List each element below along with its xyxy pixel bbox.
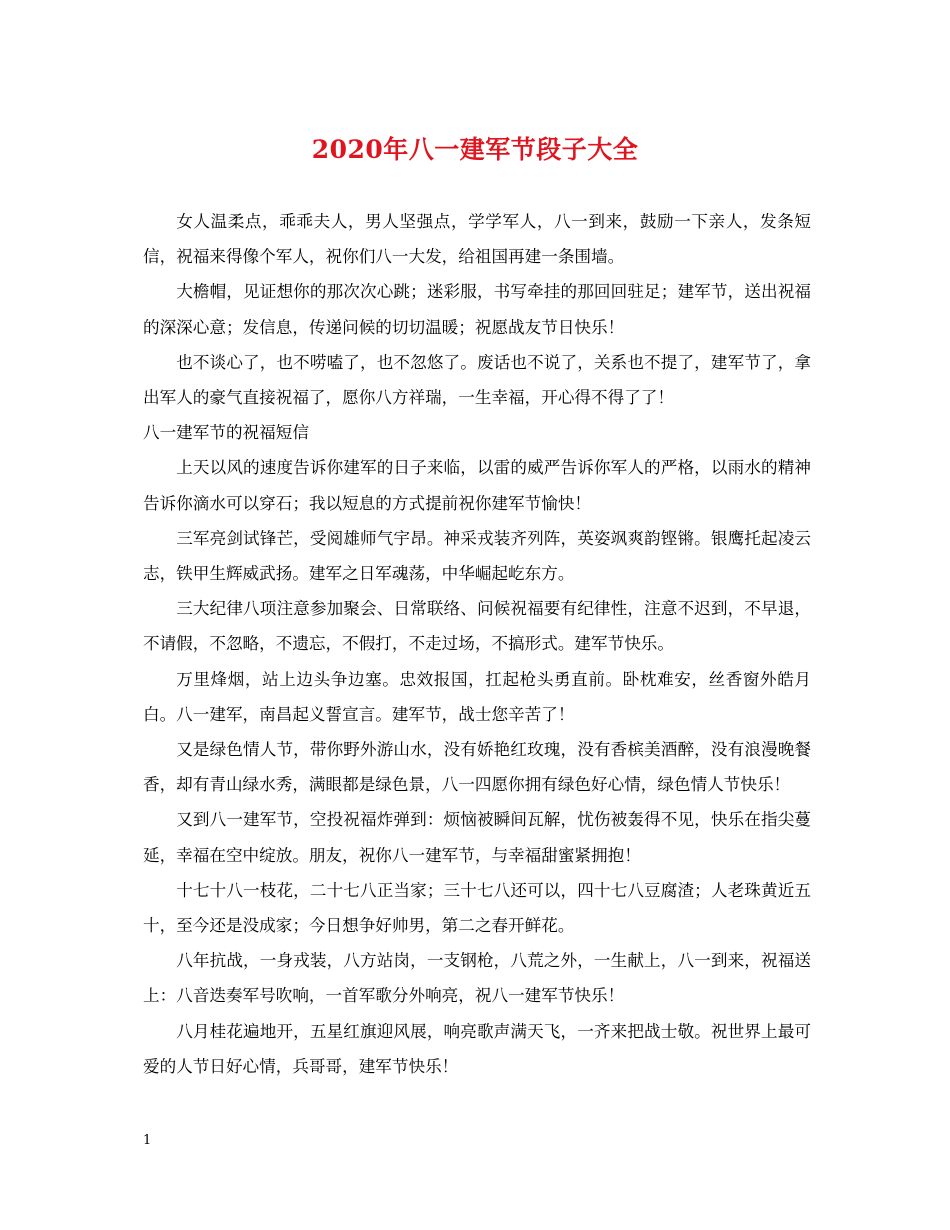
paragraph-6: 三大纪律八项注意参加聚会、日常联络、问候祝福要有纪律性，注意不迟到，不早退，不请假，不忽略，不遗忘，不假打，不走过场，不搞形式。建军节快乐。 xyxy=(143,599,811,654)
document-body xyxy=(143,204,811,1084)
paragraph-7: 万里烽烟，站上边头争边塞。忠效报国，扛起枪头勇直前。卧枕难安，丝香窗外皓月白。八一建军，南昌起义誓宣言。建军节，战士您辛苦了！ xyxy=(143,669,811,724)
paragraph-2: 大檐帽，见证想你的那次次心跳；迷彩服，书写牵挂的那回回驻足；建军节，送出祝福的深深心意；发信息，传递问候的切切温暖；祝愿战友节日快乐！ xyxy=(143,282,811,337)
section-heading: 八一建军节的祝福短信 xyxy=(143,423,309,443)
paragraph-8: 又是绿色情人节，带你野外游山水，没有娇艳红玫瑰，没有香槟美酒醉，没有浪漫晚餐香，却有青山绿水秀，满眼都是绿色景，八一四愿你拥有绿色好心情，绿色情人节快乐！ xyxy=(143,740,811,795)
paragraph-1: 女人温柔点，乖乖夫人，男人坚强点，学学军人，八一到来，鼓励一下亲人，发条短信，祝福来得像个军人，祝你们八一大发，给祖国再建一条围墙。 xyxy=(143,212,811,267)
paragraph-3: 也不谈心了，也不唠嗑了，也不忽悠了。废话也不说了，关系也不提了，建军节了，拿出军人的豪气直接祝福了，愿你八方祥瑞，一生幸福，开心得不得了了！ xyxy=(143,352,811,408)
paragraph-12: 八月桂花遍地开，五星红旗迎风展，响亮歌声满天飞，一齐来把战士敬。祝世界上最可爱的人节日好心情，兵哥哥，建军节快乐！ xyxy=(143,1021,811,1076)
paragraph-4: 上天以风的速度告诉你建军的日子来临，以雷的威严告诉你军人的严格，以雨水的精神告诉你滴水可以穿石；我以短息的方式提前祝你建军节愉快！ xyxy=(143,458,811,513)
document-title: 2020年八一建军节段子大全 xyxy=(311,135,639,164)
paragraph-10: 十七十八一枝花，二十七八正当家；三十七八还可以，四十七八豆腐渣；人老珠黄近五十，至今还是没成家；今日想争好帅男，第二之春开鲜花。 xyxy=(143,880,811,936)
paragraph-11: 八年抗战，一身戎装，八方站岗，一支钢枪，八荒之外，一生献上，八一到来，祝福送上：八音迭奏军号吹响，一首军歌分外响亮，祝八一建军节快乐！ xyxy=(143,951,811,1006)
paragraph-9: 又到八一建军节，空投祝福炸弹到：烦恼被瞬间瓦解，忧伤被轰得不见，快乐在指尖蔓延，幸福在空中绽放。朋友，祝你八一建军节，与幸福甜蜜紧拥抱！ xyxy=(143,810,811,865)
paragraph-5: 三军亮剑试锋芒，受阅雄师气宇昂。神采戎装齐列阵，英姿飒爽韵铿锵。银鹰托起凌云志，铁甲生辉威武扬。建军之日军魂荡，中华崛起屹东方。 xyxy=(143,528,811,584)
page-number: 1 xyxy=(143,1133,152,1148)
